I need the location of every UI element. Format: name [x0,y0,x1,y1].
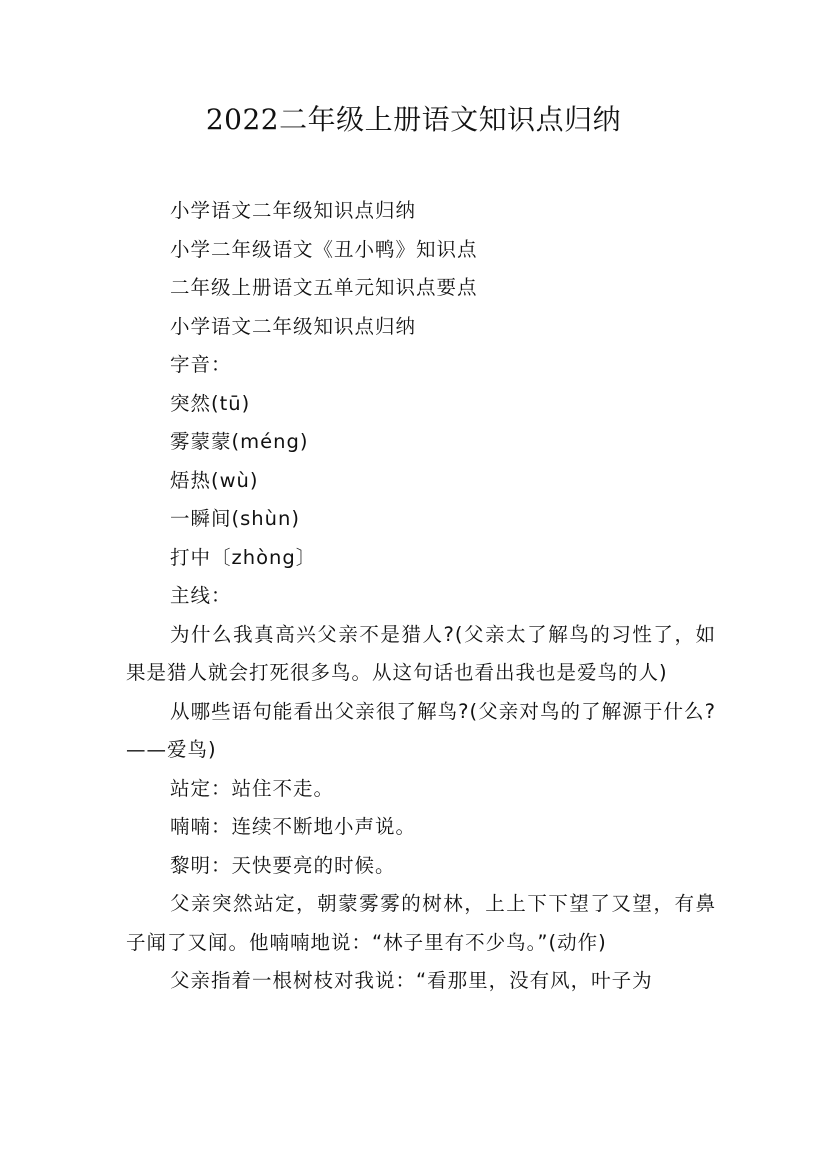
document-body [126,192,716,1001]
paragraph: 黎明：天快要亮的时候。 [170,853,396,877]
paragraph: 从哪些语句能看出父亲很了解鸟?(父亲对鸟的了解源于什么?——爱鸟) [126,699,716,761]
section-heading: 字音： [170,353,232,376]
paragraph: 雾蒙蒙(méng) [170,430,309,453]
paragraph: 站定：站住不走。 [170,776,335,800]
paragraph: 小学语文二年级知识点归纳 [170,314,417,338]
paragraph: 焐热(wù) [170,468,259,492]
paragraph: 打中〔zhòng〕 [170,545,317,569]
document-title: 2022二年级上册语文知识点归纳 [205,103,622,136]
paragraph: 突然(tū) [170,391,251,415]
paragraph: 小学二年级语文《丑小鸭》知识点 [170,237,478,261]
paragraph: 父亲突然站定，朝蒙雾雾的树林，上上下下望了又望，有鼻子闻了又闻。他喃喃地说：“林子里有不少鸟。”(动作) [126,892,716,954]
section-heading: 主线： [170,584,232,607]
paragraph: 为什么我真高兴父亲不是猎人?(父亲太了解鸟的习性了，如果是猎人就会打死很多鸟。从这句话也看出我也是爱鸟的人) [126,622,716,684]
paragraph: 二年级上册语文五单元知识点要点 [170,276,478,299]
paragraph: 喃喃：连续不断地小声说。 [170,815,417,838]
paragraph: 父亲指着一根树枝对我说：“看那里，没有风，叶子为 [170,969,653,992]
paragraph: 一瞬间(shùn) [170,507,300,530]
paragraph: 小学语文二年级知识点归纳 [170,199,417,222]
